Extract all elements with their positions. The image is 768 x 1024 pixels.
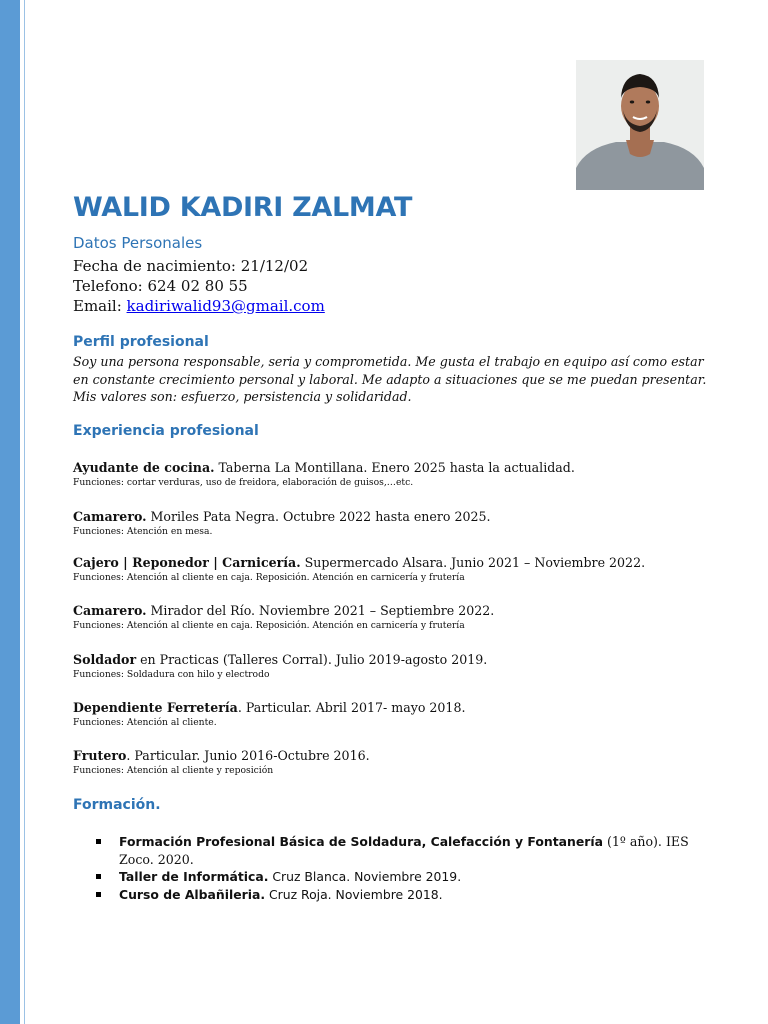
job-functions: Funciones: Atención en mesa. [73, 526, 213, 537]
job-functions: Funciones: Atención al cliente en caja. Reposición. Atención en carnicería y frutería [73, 572, 465, 583]
phone-line [73, 276, 325, 296]
job-detail: . Particular. Junio 2016-Octubre 2016. [126, 748, 370, 763]
person-portrait-icon [576, 60, 704, 190]
job-entry [73, 459, 733, 489]
job-entry [73, 508, 733, 538]
education-title: Formación. [73, 797, 161, 813]
phone-label: Telefono: [73, 277, 143, 295]
email-label: Email: [73, 297, 122, 315]
job-detail: en Practicas (Talleres Corral). Julio 2019-agosto 2019. [136, 652, 488, 667]
square-bullet-icon [96, 892, 101, 897]
job-entry [73, 602, 733, 632]
candidate-name: WALID KADIRI ZALMAT [73, 192, 413, 223]
job-detail: Moriles Pata Negra. Octubre 2022 hasta enero 2025. [146, 509, 491, 524]
job-role: Cajero | Reponedor | Carnicería. [73, 555, 301, 570]
email-line [73, 296, 325, 316]
job-functions: Funciones: Atención al cliente y reposición [73, 765, 274, 776]
education-item-title: Taller de Informática. [119, 869, 269, 884]
education-item-title: Curso de Albañileria. [119, 886, 266, 902]
job-entry [73, 554, 733, 584]
phone-value: 624 02 80 55 [147, 277, 248, 295]
job-entry [73, 651, 733, 681]
profile-text: Soy una persona responsable, seria y comprometida. Me gusta el trabajo en equipo así como estar en constante crecimiento personal y laboral. Me adapto a situaciones que se me puedan presentar. Mis valores son: esfuerzo, persistencia y solidaridad. [73, 354, 707, 404]
job-role: Soldador [73, 652, 137, 667]
job-line [73, 508, 733, 525]
job-functions: Funciones: Atención al cliente en caja. Reposición. Atención en carnicería y frutería [73, 620, 465, 631]
birth-date-label: Fecha de nacimiento: [73, 257, 236, 275]
job-detail: Supermercado Alsara. Junio 2021 – Noviembre 2022. [300, 555, 646, 570]
job-detail: . Particular. Abril 2017- mayo 2018. [237, 700, 466, 715]
education-item [96, 868, 716, 886]
profile-title: Perfil profesional [73, 334, 209, 350]
job-role: Camarero. [73, 603, 147, 618]
job-detail: Mirador del Río. Noviembre 2021 – Septiembre 2022. [146, 603, 495, 618]
email-link[interactable]: kadiriwalid93@gmail.com [126, 297, 325, 315]
job-entry [73, 747, 733, 777]
job-role: Camarero. [73, 509, 147, 524]
job-line [73, 602, 733, 619]
job-detail: Taberna La Montillana. Enero 2025 hasta la actualidad. [214, 460, 575, 475]
job-role: Frutero [73, 748, 127, 763]
birth-date-line [73, 256, 325, 276]
experience-title: Experiencia profesional [73, 423, 259, 439]
education-item-title: Formación Profesional Básica de Soldadura, Calefacción y Fontanería [119, 834, 603, 849]
job-functions: Funciones: Atención al cliente. [73, 717, 217, 728]
job-functions: Funciones: Soldadura con hilo y electrodo [73, 669, 270, 680]
job-line [73, 459, 733, 476]
education-item-detail: Cruz Roja. Noviembre 2018. [265, 886, 443, 902]
job-entry [73, 699, 733, 729]
square-bullet-icon [96, 839, 101, 844]
side-accent-line [24, 0, 25, 1024]
education-item [96, 886, 716, 904]
personal-data [73, 256, 325, 316]
job-line [73, 651, 733, 668]
education-list [96, 833, 716, 903]
job-line [73, 554, 733, 571]
education-item-detail: (1º año). IES Zoco. 2020. [119, 834, 689, 867]
job-line [73, 747, 733, 764]
job-role: Ayudante de cocina. [73, 460, 215, 475]
job-role: Dependiente Ferretería [73, 700, 238, 715]
job-line [73, 699, 733, 716]
education-item [96, 833, 716, 868]
side-accent-bar [0, 0, 20, 1024]
profile-photo [576, 60, 704, 190]
job-functions: Funciones: cortar verduras, uso de freidora, elaboración de guisos,…etc. [73, 477, 414, 488]
birth-date-value: 21/12/02 [240, 257, 309, 275]
education-item-detail: Cruz Blanca. Noviembre 2019. [268, 869, 462, 884]
square-bullet-icon [96, 874, 101, 879]
personal-data-title: Datos Personales [73, 234, 203, 252]
